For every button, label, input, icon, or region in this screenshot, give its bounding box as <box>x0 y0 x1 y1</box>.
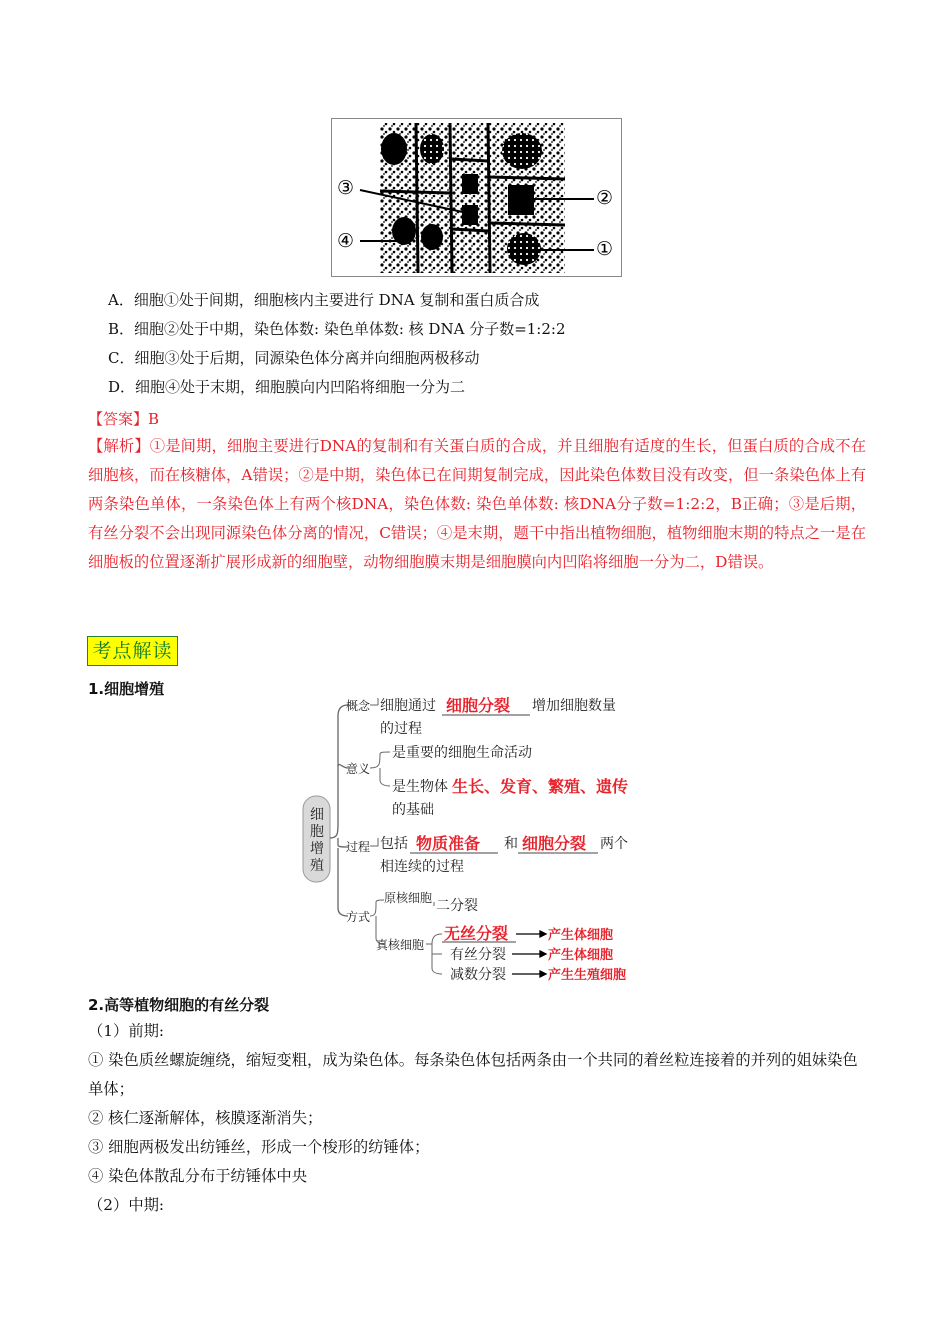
mindmap-concept-label: 概念 <box>346 699 371 713</box>
label-2: ② <box>596 187 614 209</box>
mindmap-process-label: 过程 <box>346 840 371 854</box>
label-4: ④ <box>337 230 355 252</box>
mindmap-mode-amitosis: 无丝分裂 <box>444 924 509 943</box>
mindmap-process-and: 和 <box>504 836 518 852</box>
section2-title: 2.高等植物细胞的有丝分裂 <box>88 996 270 1014</box>
mindmap-process-text2: 两个 <box>600 836 628 852</box>
micrograph-figure <box>331 118 622 277</box>
mindmap-meaning-line3: 的基础 <box>392 802 434 818</box>
cell-proliferation-mindmap <box>300 688 660 988</box>
mindmap-mode-result3: 产生生殖细胞 <box>548 968 627 983</box>
prophase-item-2: ② 核仁逐渐解体，核膜逐渐消失； <box>88 1109 323 1127</box>
answer: 【答案】B <box>88 410 160 428</box>
mindmap-meaning-red: 生长、发育、繁殖、遗传 <box>452 777 629 796</box>
mindmap-meaning-line2a: 是生物体 <box>392 779 448 795</box>
label-3: ③ <box>337 177 355 199</box>
mindmap-mode-eukaryote: 真核细胞 <box>376 938 425 952</box>
option-a: A．细胞①处于间期，细胞核内主要进行 DNA 复制和蛋白质合成 <box>108 291 540 309</box>
mindmap-meaning-line1: 是重要的细胞生命活动 <box>392 745 532 761</box>
section-badge <box>87 636 178 666</box>
mindmap-mode-label: 方式 <box>346 910 371 924</box>
mindmap-mode-prokaryote: 原核细胞 <box>384 891 433 905</box>
mindmap-concept-text1: 细胞通过 <box>380 698 436 714</box>
prophase-item-4: ④ 染色体散乱分布于纺锤体中央 <box>88 1167 308 1185</box>
analysis <box>88 432 866 577</box>
mindmap-root-char-3: 增 <box>310 841 324 857</box>
mindmap-root-char-2: 胞 <box>310 824 324 840</box>
mindmap-mode-result2: 产生体细胞 <box>548 948 614 963</box>
analysis-text: ①是间期，细胞主要进行DNA的复制和有关蛋白质的合成，并且细胞有适度的生长，但蛋白质的合成不在细胞核，而在核糖体，A错误；②是中期，染色体已在间期复制完成，因此染色体数目没有改变，但一条染色体上有两条染色单体，一条染色体上有两个核DNA，染色体数: 染色单体数: 核DNA分子数=1:2:2，B正确；③是后期，有丝分裂不会出现同源染色体分离的情况，C错误；④是末期，题干中指出植物细胞，植物细胞末期的特点之一是在细胞板的位置逐渐扩展形成新的细胞壁，动物细胞膜末期是细胞膜向内凹陷将细胞一分为二，D错误。 <box>88 437 866 571</box>
mindmap-root-char-4: 殖 <box>310 858 324 874</box>
mindmap-mode-meiosis: 减数分裂 <box>450 967 506 983</box>
option-b: B．细胞②处于中期，染色体数: 染色单体数: 核 DNA 分子数=1:2:2 <box>108 320 566 338</box>
label-1: ① <box>596 238 614 260</box>
mindmap-mode-result1: 产生体细胞 <box>548 928 614 943</box>
mindmap-process-text1: 包括 <box>380 836 408 852</box>
micrograph-image <box>332 119 621 276</box>
prophase-item-3: ③ 细胞两极发出纺锤丝，形成一个梭形的纺锤体； <box>88 1138 430 1156</box>
mindmap-concept-red: 细胞分裂 <box>446 696 511 715</box>
mindmap-process-red2: 细胞分裂 <box>522 834 587 853</box>
prophase-title: （1）前期: <box>88 1022 165 1040</box>
mindmap-concept-text2: 增加细胞数量 <box>532 698 616 714</box>
mindmap-meaning-label: 意义 <box>346 762 371 776</box>
analysis-label: 【解析】 <box>88 437 150 455</box>
mindmap-root-char-1: 细 <box>310 807 324 823</box>
mindmap-process-text3: 相连续的过程 <box>380 859 464 875</box>
mindmap-mode-binary: 二分裂 <box>436 898 478 914</box>
mindmap-process-red1: 物质准备 <box>416 834 481 853</box>
mindmap-mode-mitosis: 有丝分裂 <box>450 947 506 963</box>
prophase-item-1: ① 染色质丝螺旋缠绕，缩短变粗，成为染色体。每条染色体包括两条由一个共同的着丝粒连接着的并列的姐妹染色单体； <box>88 1051 858 1098</box>
mindmap-concept-text3: 的过程 <box>380 721 422 737</box>
metaphase-title: （2）中期: <box>88 1196 165 1214</box>
option-d: D．细胞④处于末期，细胞膜向内凹陷将细胞一分为二 <box>108 378 466 396</box>
section-badge-text: 考点解读 <box>92 640 173 662</box>
section1-title: 1.细胞增殖 <box>88 680 165 698</box>
option-c: C．细胞③处于后期，同源染色体分离并向细胞两极移动 <box>108 349 480 367</box>
